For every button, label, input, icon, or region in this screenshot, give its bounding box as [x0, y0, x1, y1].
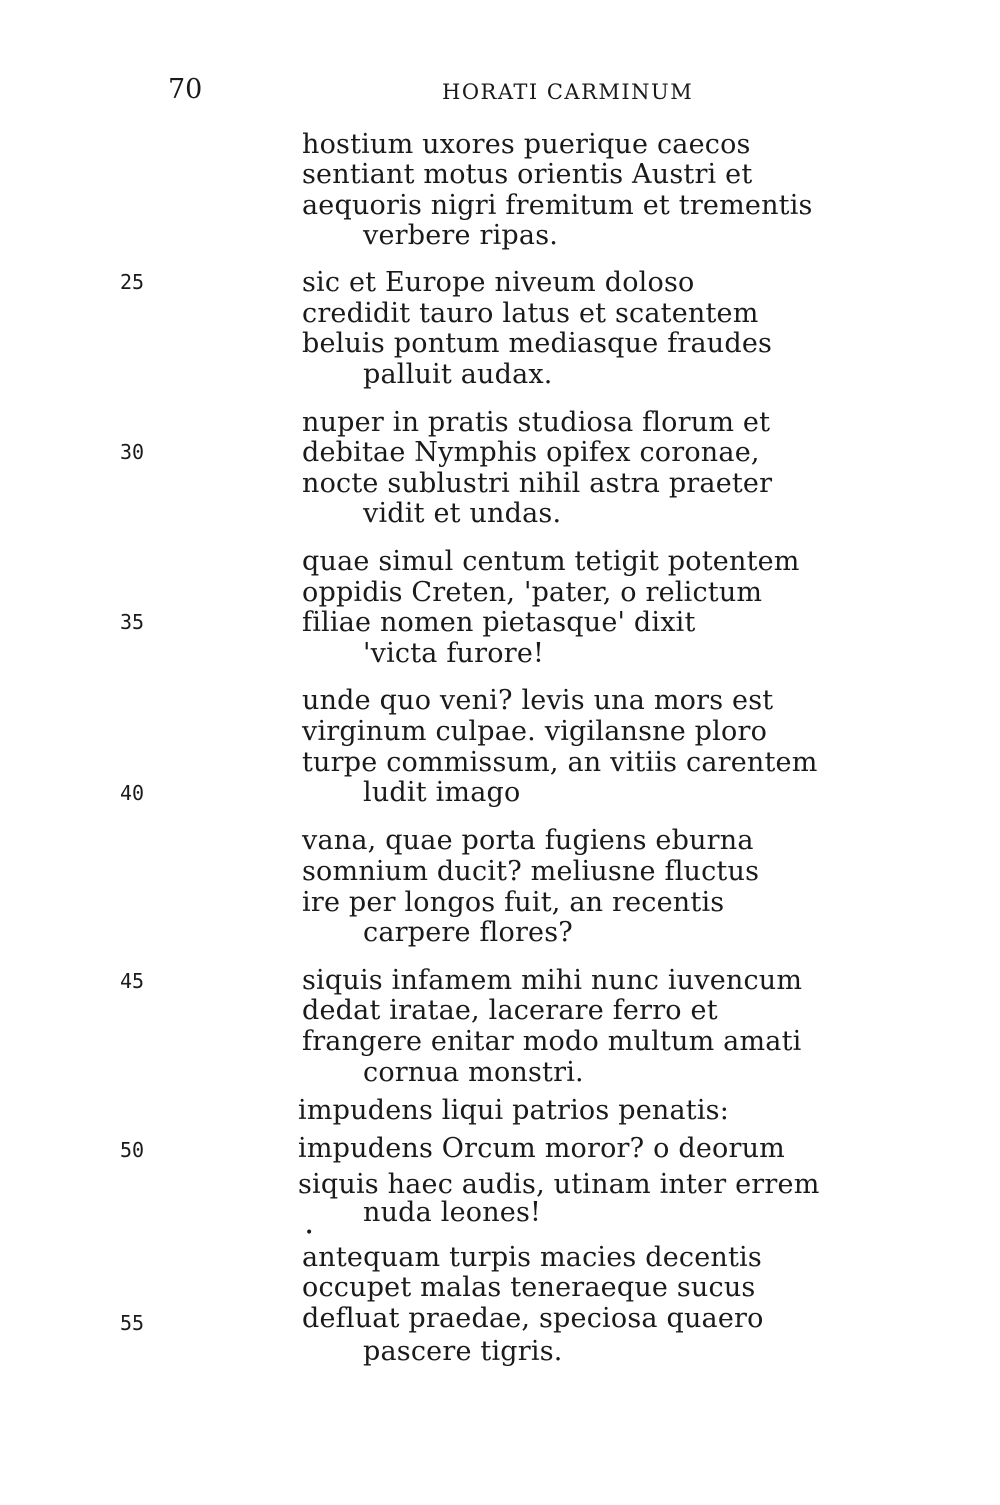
stray-mark: •: [305, 1225, 314, 1241]
verse-line: frangere enitar modo multum amati: [302, 1026, 802, 1057]
verse-line: virginum culpae. vigilansne ploro: [302, 716, 768, 747]
verse-line: impudens Orcum moror? o deorum: [298, 1133, 785, 1164]
verse-line: credidit tauro latus et scatentem: [302, 298, 759, 329]
verse-line: debitae Nymphis opifex coronae,: [302, 437, 760, 468]
verse-line: quae simul centum tetigit potentem: [302, 546, 800, 577]
verse-line: siquis infamem mihi nunc iuvencum: [302, 965, 803, 996]
verse-line: antequam turpis macies decentis: [302, 1242, 762, 1273]
verse-line: carpere flores?: [363, 917, 573, 948]
verse-line: nocte sublustri nihil astra praeter: [302, 468, 773, 499]
line-number: 50: [120, 1138, 145, 1162]
verse-line: palluit audax.: [363, 359, 553, 390]
verse-line: vidit et undas.: [363, 498, 562, 529]
verse-line: siquis haec audis, utinam inter errem: [298, 1169, 820, 1200]
line-number: 45: [120, 969, 145, 993]
verse-line: hostium uxores puerique caecos: [302, 129, 751, 160]
verse-line: dedat iratae, lacerare ferro et: [302, 995, 718, 1026]
verse-line: sic et Europe niveum doloso: [302, 267, 695, 298]
verse-line: nuda leones!: [363, 1197, 542, 1228]
verse-line: vana, quae porta fugiens eburna: [302, 825, 754, 856]
verse-line: nuper in pratis studiosa florum et: [302, 407, 771, 438]
verse-line: impudens liqui patrios penatis:: [298, 1095, 730, 1126]
verse-line: somnium ducit? meliusne fluctus: [302, 856, 760, 887]
line-number: 30: [120, 440, 145, 464]
verse-line: 'victa furore!: [363, 638, 545, 669]
line-number: 40: [120, 781, 145, 805]
verse-line: beluis pontum mediasque fraudes: [302, 328, 773, 359]
line-number: 35: [120, 610, 145, 634]
verse-line: sentiant motus orientis Austri et: [302, 159, 753, 190]
verse-line: turpe commissum, an vitiis carentem: [302, 747, 818, 778]
verse-line: ludit imago: [363, 777, 521, 808]
verse-line: unde quo veni? levis una mors est: [302, 685, 774, 716]
verse-line: filiae nomen pietasque' dixit: [302, 607, 696, 638]
verse-line: verbere ripas.: [363, 220, 559, 251]
page-number: 70: [168, 74, 203, 105]
verse-line: ire per longos fuit, an recentis: [302, 887, 725, 918]
verse-line: cornua monstri.: [363, 1057, 584, 1088]
verse-line: oppidis Creten, 'pater, o relictum: [302, 577, 763, 608]
verse-line: pascere tigris.: [363, 1336, 563, 1367]
line-number: 25: [120, 270, 145, 294]
verse-line: defluat praedae, speciosa quaero: [302, 1303, 764, 1334]
running-title: HORATI CARMINUM: [442, 80, 694, 104]
verse-line: occupet malas teneraeque sucus: [302, 1272, 756, 1303]
line-number: 55: [120, 1311, 145, 1335]
verse-line: aequoris nigri fremitum et trementis: [302, 190, 813, 221]
